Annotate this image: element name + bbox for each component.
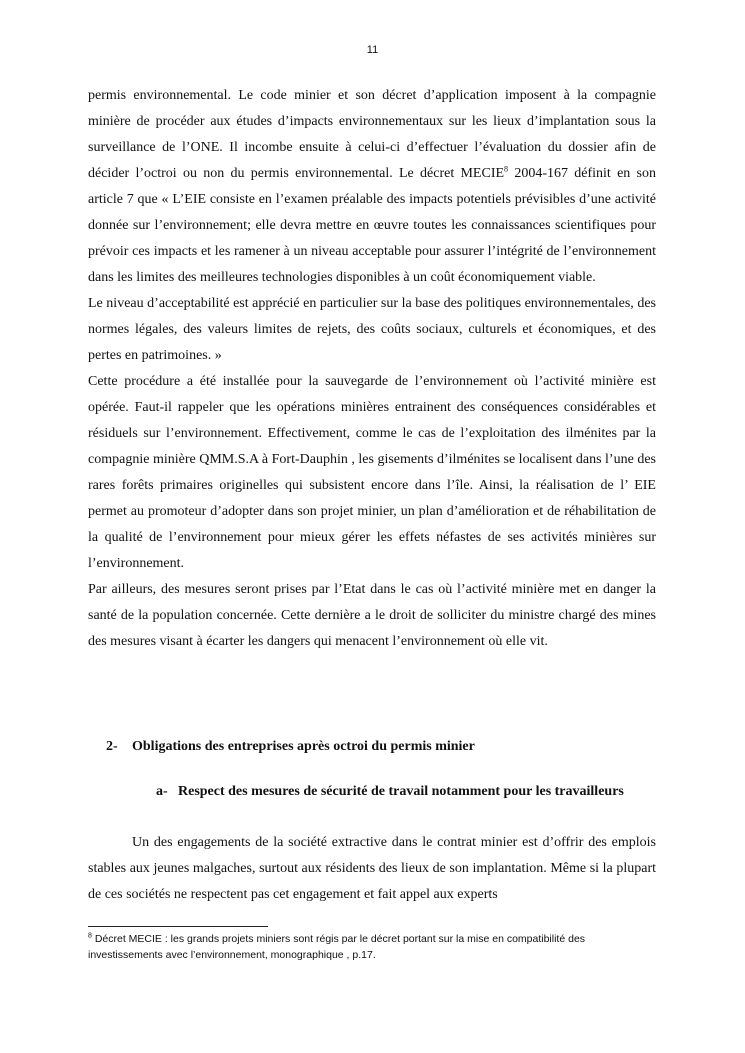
paragraph-4: Par ailleurs, des mesures seront prises par l’Etat dans le cas où l’activité minière met en danger la santé de la population concernée. Cette dernière a le droit de solliciter du ministre chargé des mines des mesures visant à écarter les dangers qui menacent l’environnement où elle vit.: [88, 582, 656, 649]
footnote-separator: [88, 926, 268, 927]
paragraph-3: Cette procédure a été installée pour la sauvegarde de l’environnement où l’activité minière est opérée. Faut-il rappeler que les opérations minières entrainent des conséquences considérables et résiduels sur l’environnement. Effectivement, comme le cas de l’exploitation des ilménites par la compagnie minière QMM.S.A à Fort-Dauphin , les gisements d’ilménites se localisent dans l’une des rares forêts primaires originelles qui subsistent encore dans l’île. Ainsi, la réalisation de l’ EIE permet au promoteur d’adopter dans son projet minier, un plan d’amélioration et de réhabilitation de la qualité de l’environnement pour mieux gérer les effets néfastes de ses activités minières sur l’environnement.: [88, 374, 656, 571]
body-text: [88, 83, 656, 655]
section-heading: [106, 736, 475, 758]
footnote-reference: 8: [504, 164, 509, 174]
sub-heading: [156, 779, 656, 804]
paragraph-1: [88, 83, 656, 291]
paragraph-1-text-a: permis environnemental. Le code minier et son décret d’application imposent à la compagnie minière de procéder aux études d’impacts environnementaux sur les lieux d’implantation sous la surveillance de l’ONE. Il incombe ensuite à celui-ci d’effectuer l’évaluation du dossier afin de décider l’octroi ou non du permis environnemental. Le décret MECIE: [88, 88, 656, 181]
page-number: 11: [366, 44, 379, 56]
sub-heading-title: Respect des mesures de sécurité de travail notamment pour les travailleurs: [178, 784, 624, 799]
section-title: Obligations des entreprises après octroi du permis minier: [132, 739, 475, 754]
section-number: 2-: [106, 739, 118, 754]
paragraph-5: Un des engagements de la société extractive dans le contrat minier est d’offrir des emplois stables aux jeunes malgaches, surtout aux résidents des lieux de son implantation. Même si la plupart de ces sociétés ne respectent pas cet engagement et fait appel aux experts: [88, 835, 656, 902]
body-text-continued: [88, 830, 656, 908]
sub-heading-letter: a-: [156, 784, 168, 799]
paragraph-2: Le niveau d’acceptabilité est apprécié en particulier sur la base des politiques environnementales, des normes légales, des valeurs limites de rejets, des coûts sociaux, culturels et économiques, et des pertes en patrimoines. »: [88, 296, 656, 363]
paragraph-1-text-b: 2004-167 définit en son article 7 que « L’EIE consiste en l’examen préalable des impacts potentiels prévisibles d’une activité donnée sur l’environnement; elle devra mettre en œuvre toutes les connaissances scientifiques pour prévoir ces impacts et les ramener à un niveau acceptable pour assurer l’intégrité de l’environnement dans les limites des meilleures technologies disponibles à un coût économiquement viable.: [88, 166, 657, 285]
footnote: [88, 931, 656, 963]
footnote-mark: 8: [88, 932, 92, 940]
footnote-text: Décret MECIE : les grands projets miniers sont régis par le décret portant sur la mise en compatibilité des investissements avec l’environnement, monographique , p.17.: [88, 933, 586, 961]
